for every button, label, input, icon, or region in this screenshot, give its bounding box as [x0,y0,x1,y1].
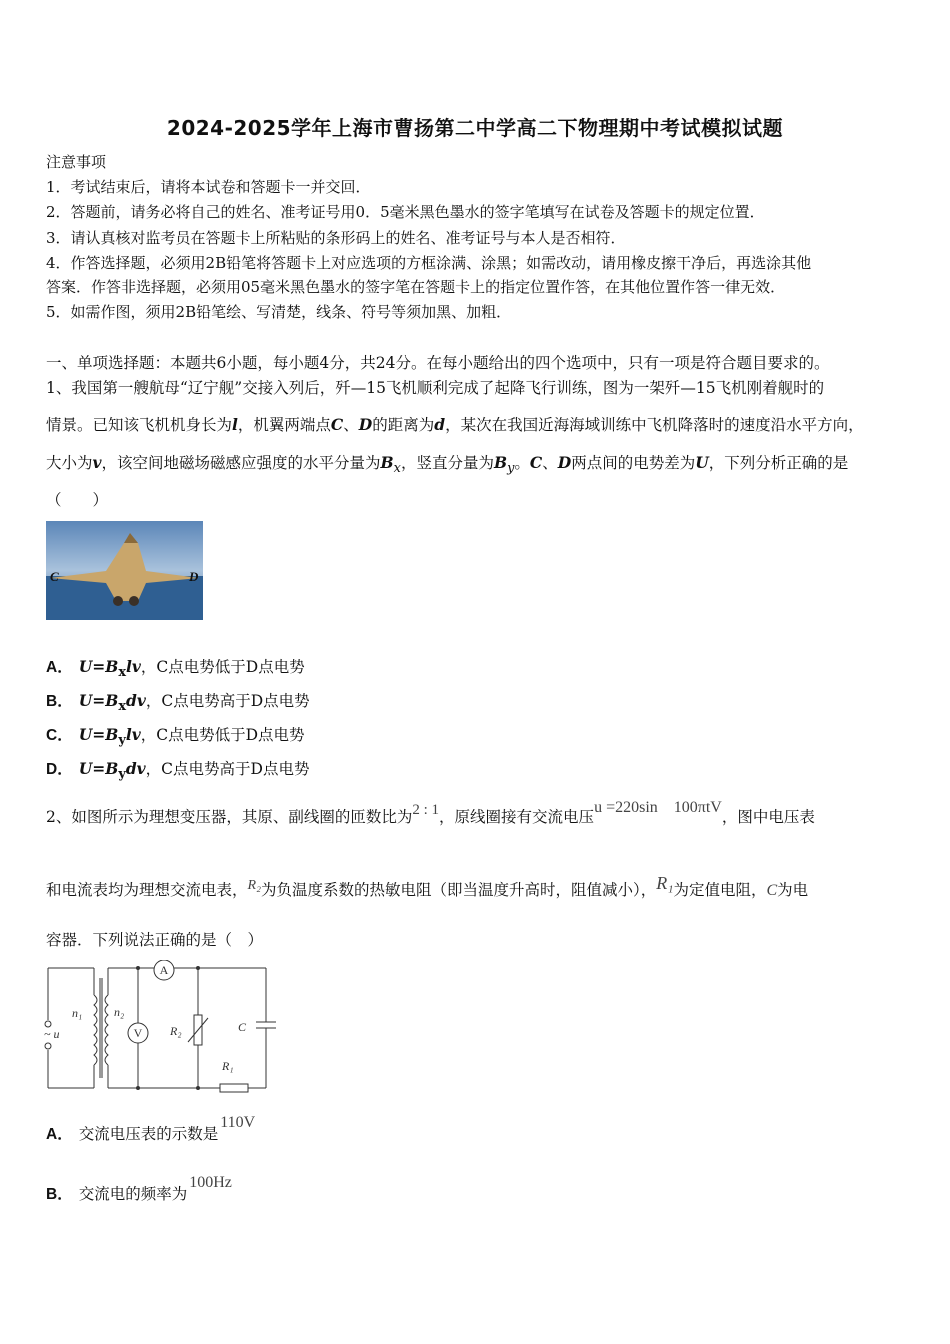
q1-answer-bracket: （ ） [46,491,109,509]
n2-label: n₂ [114,1005,125,1019]
q2-option-a[interactable]: A． 交流电压表的示数是110V [46,1114,256,1143]
jet-landing-image [46,521,203,620]
note-item: 3．请认真核对监考员在答题卡上所粘贴的条形码上的姓名、准考证号与本人是否相符． [46,229,626,247]
section-heading: 一、单项选择题：本题共6小题，每小题4分，共24分。在每小题给出的四个选项中，只有一项是符合题目要求的。 [46,354,830,372]
note-item: 5．如需作图，须用2B铅笔绘、写清楚，线条、符号等须加黑、加粗． [46,303,512,321]
notes-heading: 注意事项 [46,153,107,171]
q1-line1: 1、我国第一艘航母“辽宁舰”交接入列后，歼—15飞机顺利完成了起降飞行训练，图为一架歼—15飞机刚着舰时的 [46,379,825,397]
point-d-label: D [189,569,199,584]
q1-option-d[interactable]: D． $U=B_ydv$，C点电势高于D点电势 [46,759,310,783]
q1-line2: 情景。已知该飞机机身长为l，机翼两端点C、D的距离为d，某次在我国近海海域训练中飞机降落时的速度沿水平方向， [46,415,864,434]
note-item: 4．作答选择题，必须用2B铅笔将答题卡上对应选项的方框涂满、涂黑；如需改动，请用橡皮擦干净后，再选涂其他 [46,254,812,272]
q2-line3: 容器．下列说法正确的是（ ） [46,931,264,949]
source-u-label: ~ u [44,1027,60,1041]
n1-label: n₁ [72,1006,83,1020]
note-item: 1．考试结束后，请将本试卷和答题卡一并交回． [46,178,371,196]
q1-option-a[interactable]: A． $U=B_xlv$，C点电势低于D点电势 [46,657,305,681]
r1-label: R₁ [222,1059,234,1073]
q2-line2: 和电流表均为理想交流电表，R₂为负温度系数的热敏电阻（即当温度升高时，阻值减小），R₁为定值电阻，C为电 [46,873,809,899]
voltmeter-label: V [133,1026,143,1040]
note-item: 答案．作答非选择题，必须用05毫米黑色墨水的签字笔在答题卡上的指定位置作答，在其他位置作答一律无效． [46,278,786,296]
q1-option-b[interactable]: B． $U=B_xdv$，C点电势高于D点电势 [46,691,310,715]
note-item: 2．答题前，请务必将自己的姓名、准考证号用0．5毫米黑色墨水的签字笔填写在试卷及答题卡的规定位置． [46,203,765,221]
point-c-label: C [50,569,59,584]
jet-engine-right [129,596,139,606]
input-terminal-bottom [45,1043,51,1049]
primary-coil [94,995,97,1065]
q2-option-b[interactable]: B． 交流电的频率为100Hz [46,1174,232,1203]
resistor-r1 [220,1084,248,1092]
q2-line1: 2、如图所示为理想变压器，其原、副线圈的匝数比为2 : 1，原线圈接有交流电压u =220sin 100πtV，图中电压表 [46,799,815,826]
secondary-coil [105,995,108,1065]
transformer-circuit-diagram [42,960,278,1095]
ammeter-label: A [159,963,169,977]
q1-line3: 大小为v，该空间地磁场磁感应强度的水平分量为$B_x$，竖直分量为$B_y$。C、D两点间的电势差为U，下列分析正确的是 [46,453,849,477]
q1-option-c[interactable]: C． $U=B_ylv$，C点电势低于D点电势 [46,725,305,749]
turns-ratio: 2 : 1 [412,802,440,818]
jet-engine-left [113,596,123,606]
r2-label: R₂ [170,1024,182,1038]
source-voltage: u =220sin 100πtV [594,799,722,816]
page-title: 2024-2025学年上海市曹扬第二中学高二下物理期中考试模拟试题 [166,116,784,140]
c-label: C [238,1020,247,1034]
